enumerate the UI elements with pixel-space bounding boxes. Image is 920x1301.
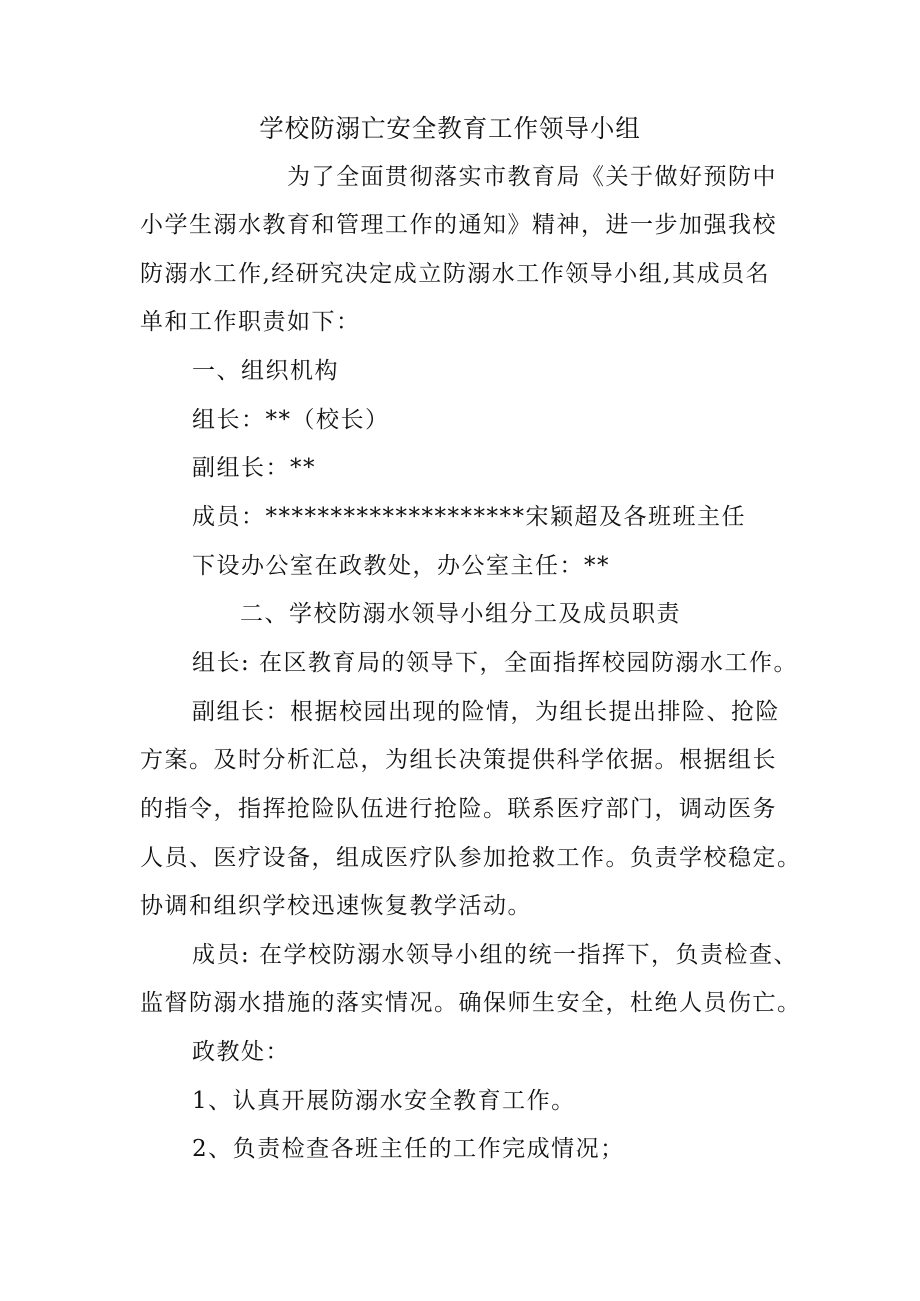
list-item: 1、认真开展防溺水安全教育工作。 (192, 1088, 576, 1114)
section-heading: 一、组织机构 (192, 358, 339, 384)
body-line: 副组长：** (192, 455, 316, 481)
body-line: 成员: 在学校防溺水领导小组的统一指挥下，负责检查、 (192, 942, 799, 968)
body-line: 组长: 在区教育局的领导下，全面指挥校园防溺水工作。 (192, 650, 799, 676)
body-line: 成员：********************宋颖超及各班班主任 (192, 504, 746, 530)
body-line: 方案。及时分析汇总，为组长决策提供科学依据。根据组长 (140, 747, 777, 773)
body-line: 组长：**（校长） (192, 407, 390, 433)
body-line: 协调和组织学校迅速恢复教学活动。 (140, 893, 532, 919)
body-line: 防溺水工作,经研究决定成立防溺水工作领导小组,其成员名 (140, 261, 771, 287)
body-line: 下设办公室在政教处，办公室主任：** (192, 553, 610, 579)
body-line: 单和工作职责如下： (140, 309, 361, 335)
body-line: 监督防溺水措施的落实情况。确保师生安全，杜绝人员伤亡。 (140, 990, 802, 1016)
body-line: 政教处： (192, 1039, 290, 1065)
document-title: 学校防溺亡安全教育工作领导小组 (259, 114, 641, 143)
body-line: 人员、医疗设备，组成医疗队参加抢救工作。负责学校稳定。 (140, 845, 802, 871)
section-heading: 二、学校防溺水领导小组分工及成员职责 (240, 601, 681, 627)
body-line: 小学生溺水教育和管理工作的通知》精神，进一步加强我校 (140, 212, 777, 238)
body-line: 副组长：根据校园出现的险情，为组长提出排险、抢险 (192, 699, 780, 725)
list-item: 2、负责检查各班主任的工作完成情况； (192, 1136, 625, 1162)
body-line: 的指令，指挥抢险队伍进行抢险。联系医疗部门，调动医务 (140, 796, 777, 822)
body-line: 为了全面贯彻落实市教育局《关于做好预防中 (287, 164, 777, 190)
